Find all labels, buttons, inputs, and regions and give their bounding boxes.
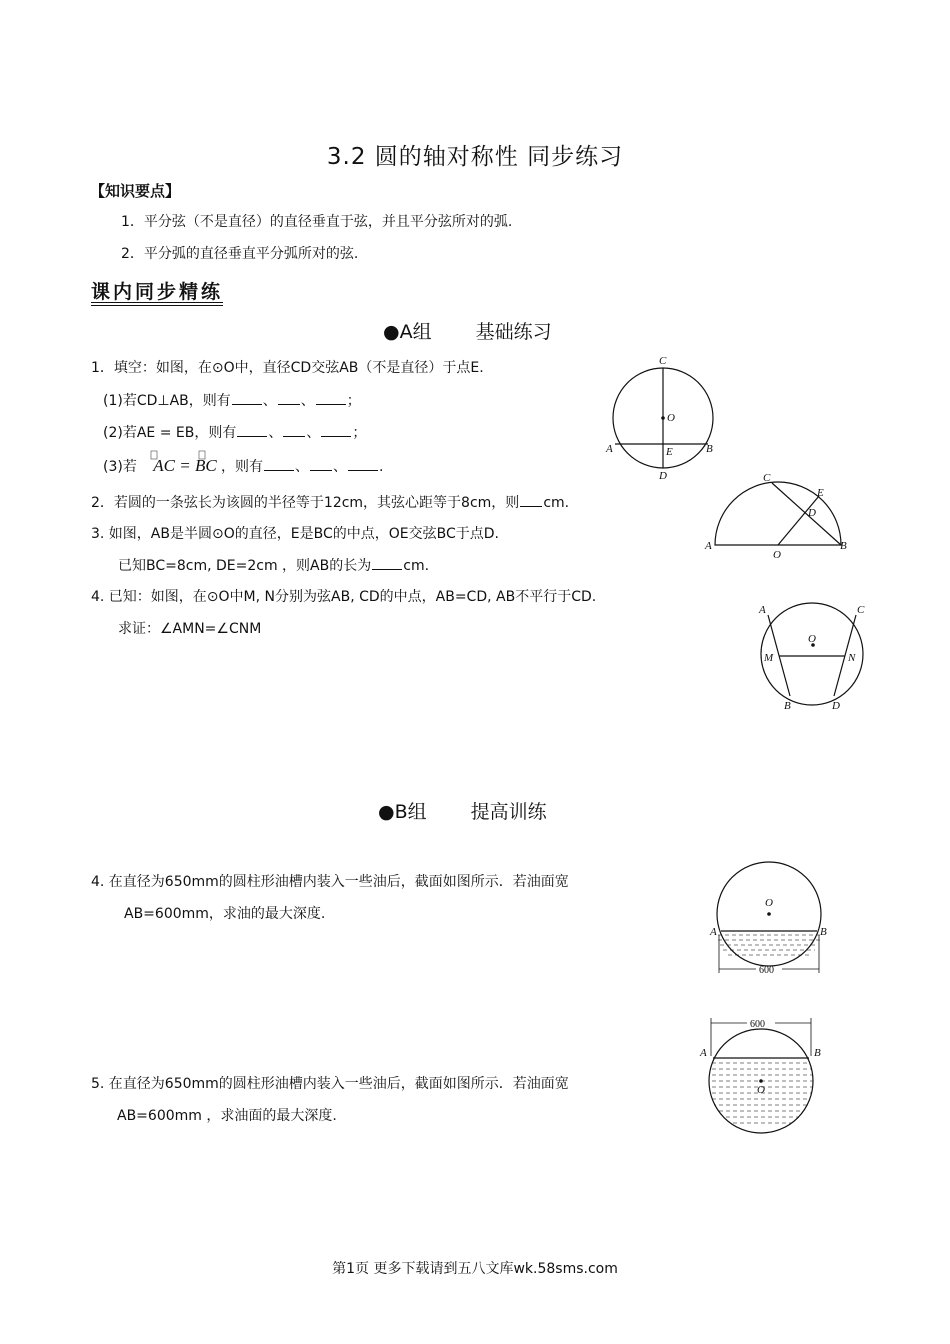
figure-4 xyxy=(700,855,840,980)
center-point xyxy=(661,416,665,420)
section-heading: 课内同步精练 xyxy=(91,281,224,303)
group-b-subtitle: 提高训练 xyxy=(470,801,547,823)
figure-3 xyxy=(752,597,877,715)
answer-blank[interactable] xyxy=(316,390,346,405)
q5-line1: 5. 在直径为650mm的圆柱形油槽内装入一些油后，截面如图所示．若油面宽 xyxy=(91,1076,569,1092)
chord-bc xyxy=(772,483,841,545)
knowledge-point-2: 2．平分弧的直径垂直平分弧所对的弦. xyxy=(121,246,359,262)
answer-blank[interactable] xyxy=(310,456,332,471)
answer-blank[interactable] xyxy=(372,555,402,570)
answer-blank[interactable] xyxy=(232,390,262,405)
q4b-line2: AB=600mm，求油的最大深度. xyxy=(124,906,326,922)
knowledge-heading: 【知识要点】 xyxy=(90,182,181,200)
group-b-name: B组 xyxy=(394,801,427,823)
label-e: E xyxy=(666,446,673,458)
label-a: A xyxy=(700,1047,707,1059)
label-b: B xyxy=(706,443,713,455)
answer-blank[interactable] xyxy=(348,456,378,471)
label-d: D xyxy=(832,700,840,712)
group-b-heading xyxy=(378,797,547,824)
group-a-heading xyxy=(383,317,552,344)
label-b: B xyxy=(840,540,847,552)
label-d: D xyxy=(659,470,667,482)
q1-part1: (1)若CD⊥AB，则有 、 、 ； xyxy=(103,390,361,411)
label-d: D xyxy=(808,507,816,519)
label-b: B xyxy=(820,926,827,938)
label-m: M xyxy=(764,652,774,664)
label-o: O xyxy=(765,897,773,909)
q2-text: 2．若圆的一条弦长为该圆的半径等于12cm，其弦心距等于8cm，则 cm. xyxy=(91,492,569,513)
q4b-line1: 4. 在直径为650mm的圆柱形油槽内装入一些油后，截面如图所示．若油面宽 xyxy=(91,874,569,890)
arc-mark-left xyxy=(151,451,157,459)
q1-part3: (3)若 AC = BC ，则有 、 、 . xyxy=(103,456,383,477)
label-o: O xyxy=(757,1084,765,1096)
arc-mark-right xyxy=(199,451,205,459)
label-b: B xyxy=(784,700,791,712)
label-a: A xyxy=(710,926,717,938)
label-c: C xyxy=(857,604,865,616)
label-b: B xyxy=(814,1047,821,1059)
q4-line2: 求证：∠AMN=∠CNM xyxy=(118,621,262,637)
answer-blank[interactable] xyxy=(237,422,267,437)
label-c: C xyxy=(659,355,667,367)
figure-2 xyxy=(700,468,860,563)
label-a: A xyxy=(606,443,613,455)
answer-blank[interactable] xyxy=(520,492,542,507)
q1-stem: 1．填空：如图，在⊙O中，直径CD交弦AB（不是直径）于点E. xyxy=(91,360,484,376)
label-a: A xyxy=(759,604,766,616)
dimension-label: 600 xyxy=(750,1019,765,1030)
label-o: O xyxy=(808,633,816,645)
q1-part2: (2)若AE = EB，则有 、 、 ； xyxy=(103,422,366,443)
figure-5 xyxy=(695,1012,835,1137)
bullet-icon: ● xyxy=(378,801,395,823)
group-a-name: A组 xyxy=(399,321,432,343)
knowledge-point-1: 1．平分弦（不是直径）的直径垂直于弦，并且平分弦所对的弧. xyxy=(121,214,513,230)
group-a-subtitle: 基础练习 xyxy=(475,321,552,343)
answer-blank[interactable] xyxy=(321,422,351,437)
arc-marks xyxy=(149,450,219,460)
answer-blank[interactable] xyxy=(283,422,305,437)
label-o: O xyxy=(773,549,781,561)
answer-blank[interactable] xyxy=(278,390,300,405)
arc-equation: AC = BC xyxy=(153,456,221,475)
figure-1 xyxy=(600,350,730,482)
center-point xyxy=(759,1079,763,1083)
q3-line2: 已知BC=8cm, DE=2cm ，则AB的长为 cm. xyxy=(118,555,429,576)
label-e: E xyxy=(817,487,824,499)
page-footer: 第1页 更多下载请到五八文库wk.58sms.com xyxy=(332,1261,618,1277)
bullet-icon: ● xyxy=(383,321,400,343)
q4-line1: 4. 已知：如图，在⊙O中M, N分别为弦AB, CD的中点，AB=CD, AB不平行于CD. xyxy=(91,589,597,605)
label-c: C xyxy=(763,472,771,484)
answer-blank[interactable] xyxy=(264,456,294,471)
label-a: A xyxy=(705,540,712,552)
center-point xyxy=(767,912,771,916)
page-title: 3.2 圆的轴对称性 同步练习 xyxy=(326,144,624,170)
label-o: O xyxy=(667,412,675,424)
label-n: N xyxy=(848,652,856,664)
q5-line2: AB=600mm ，求油面的最大深度. xyxy=(117,1108,337,1124)
q3-line1: 3. 如图，AB是半圆⊙O的直径，E是BC的中点，OE交弦BC于点D. xyxy=(91,526,499,542)
dimension-label: 600 xyxy=(759,965,774,976)
